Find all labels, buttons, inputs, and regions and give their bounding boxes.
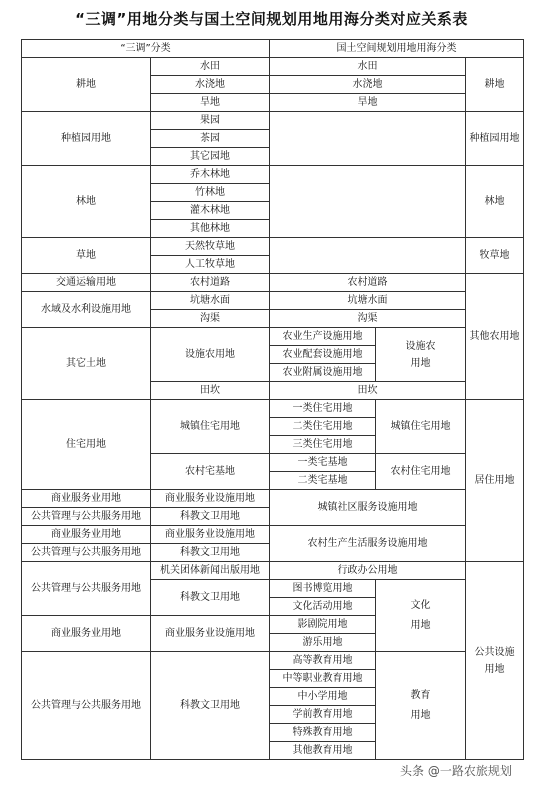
table-cell: 特殊教育用地 xyxy=(270,724,376,742)
table-cell: 耕地 xyxy=(22,58,151,112)
table-cell: 坑塘水面 xyxy=(270,292,466,310)
table-cell: 中等职业教育用地 xyxy=(270,670,376,688)
table-row xyxy=(22,652,524,670)
table-cell: 科教文卫用地 xyxy=(151,508,270,526)
table-cell: 农村道路 xyxy=(151,274,270,292)
table-cell: 种植园用地 xyxy=(22,112,151,166)
table-cell: 其它土地 xyxy=(22,328,151,400)
table-row xyxy=(22,166,524,184)
table-row xyxy=(22,490,524,508)
table-cell: 农村宅基地 xyxy=(151,454,270,490)
table-row xyxy=(22,400,524,418)
table-cell: 其他教育用地 xyxy=(270,742,376,760)
table-cell: 田坎 xyxy=(151,382,270,400)
table-row xyxy=(22,292,524,310)
table-cell: 农村住宅用地 xyxy=(376,454,466,490)
table-cell: 其他林地 xyxy=(151,220,270,238)
cell-text: 公共设施用地 xyxy=(474,646,515,675)
table-cell: 其它园地 xyxy=(151,148,270,166)
table-cell: 草地 xyxy=(22,238,151,274)
table-cell: 城镇社区服务设施用地 xyxy=(270,490,466,526)
table-cell: 竹林地 xyxy=(151,184,270,202)
cell-text: 教育用地 xyxy=(410,689,431,721)
table-cell: 学前教育用地 xyxy=(270,706,376,724)
table-cell: 天然牧草地 xyxy=(151,238,270,256)
table-cell: 机关团体新闻出版用地 xyxy=(151,562,270,580)
table-cell: 农村道路 xyxy=(270,274,466,292)
table-cell: 田坎 xyxy=(270,382,466,400)
table-cell: 农业配套设施用地 xyxy=(270,346,376,364)
table-cell: 公共管理与公共服务用地 xyxy=(22,508,151,526)
table-cell: 商业服务业设施用地 xyxy=(151,526,270,544)
table-cell: 高等教育用地 xyxy=(270,652,376,670)
table-header-row xyxy=(22,40,524,58)
page-title: “三调”用地分类与国土空间规划用地用海分类对应关系表 xyxy=(75,10,468,28)
header-right: 国土空间规划用地用海分类 xyxy=(270,40,524,58)
table-cell: 图书博览用地 xyxy=(270,580,376,598)
table-cell: 公共管理与公共服务用地 xyxy=(22,562,151,616)
table-row xyxy=(22,562,524,580)
watermark: 头条 @一路农旅规划 xyxy=(400,764,512,778)
table-cell: 商业服务业用地 xyxy=(22,616,151,652)
table-cell xyxy=(466,562,524,760)
table-cell: 林地 xyxy=(22,166,151,238)
table-cell: 科教文卫用地 xyxy=(151,652,270,760)
table-cell: 种植园用地 xyxy=(466,112,524,166)
table-cell: 乔木林地 xyxy=(151,166,270,184)
table-row xyxy=(22,526,524,544)
table-cell: 一类住宅用地 xyxy=(270,400,376,418)
table-cell: 人工牧草地 xyxy=(151,256,270,274)
table-cell xyxy=(270,112,466,166)
table-cell: 公共管理与公共服务用地 xyxy=(22,652,151,760)
table-cell: 行政办公用地 xyxy=(270,562,466,580)
table-cell: 三类住宅用地 xyxy=(270,436,376,454)
table-cell: 交通运输用地 xyxy=(22,274,151,292)
table-cell: 设施农用地 xyxy=(151,328,270,382)
table-cell: 茶园 xyxy=(151,130,270,148)
table-cell: 水浇地 xyxy=(270,76,466,94)
table-cell: 果园 xyxy=(151,112,270,130)
table-row xyxy=(22,58,524,76)
table-cell: 游乐用地 xyxy=(270,634,376,652)
table-row xyxy=(22,112,524,130)
table-cell: 旱地 xyxy=(270,94,466,112)
table-cell: 水浇地 xyxy=(151,76,270,94)
table-cell: 灌木林地 xyxy=(151,202,270,220)
table-cell: 城镇住宅用地 xyxy=(376,400,466,454)
table-cell: 水田 xyxy=(270,58,466,76)
table-cell: 中小学用地 xyxy=(270,688,376,706)
table-cell: 二类住宅用地 xyxy=(270,418,376,436)
table-cell: 影剧院用地 xyxy=(270,616,376,634)
table-cell: 沟渠 xyxy=(151,310,270,328)
table-cell: 沟渠 xyxy=(270,310,466,328)
table-cell: 旱地 xyxy=(151,94,270,112)
table-cell: 居住用地 xyxy=(466,400,524,562)
table-cell xyxy=(376,580,466,652)
table-cell: 住宅用地 xyxy=(22,400,151,490)
table-cell: 水田 xyxy=(151,58,270,76)
table-cell: 耕地 xyxy=(466,58,524,112)
table-row xyxy=(22,238,524,256)
table-cell: 二类宅基地 xyxy=(270,472,376,490)
table-cell: 其他农用地 xyxy=(466,274,524,400)
table-cell: 农业附属设施用地 xyxy=(270,364,376,382)
table-cell: 水域及水利设施用地 xyxy=(22,292,151,328)
table-row xyxy=(22,274,524,292)
table-cell: 农业生产设施用地 xyxy=(270,328,376,346)
table-cell: 一类宅基地 xyxy=(270,454,376,472)
table-cell: 商业服务业设施用地 xyxy=(151,616,270,652)
table-row xyxy=(22,328,524,346)
table-cell xyxy=(376,652,466,760)
header-left: “三调”分类 xyxy=(22,40,270,58)
table-cell: 农村生产生活服务设施用地 xyxy=(270,526,466,562)
table-cell: 牧草地 xyxy=(466,238,524,274)
table-cell: 科教文卫用地 xyxy=(151,580,270,616)
table-cell: 公共管理与公共服务用地 xyxy=(22,544,151,562)
cell-text: 设施农用地 xyxy=(405,340,436,369)
table-cell: 商业服务业用地 xyxy=(22,526,151,544)
cell-text: 文化用地 xyxy=(410,599,431,631)
table-cell: 城镇住宅用地 xyxy=(151,400,270,454)
table-cell: 科教文卫用地 xyxy=(151,544,270,562)
table-cell xyxy=(270,238,466,274)
table-cell: 商业服务业设施用地 xyxy=(151,490,270,508)
table-cell: 文化活动用地 xyxy=(270,598,376,616)
table-cell: 坑塘水面 xyxy=(151,292,270,310)
table-cell xyxy=(270,166,466,238)
table-cell xyxy=(376,328,466,382)
table-cell: 林地 xyxy=(466,166,524,238)
table-cell: 商业服务业用地 xyxy=(22,490,151,508)
classification-table xyxy=(21,39,524,760)
